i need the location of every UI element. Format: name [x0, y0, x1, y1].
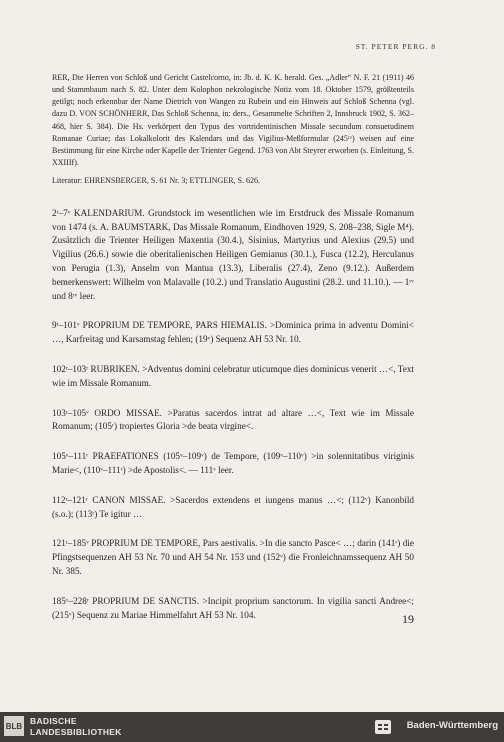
entry-rubriken: 102ʳ–103ʳ RUBRIKEN. >Adventus domini celebratur uticumque dies dominicus venerit …<, Text wie im Missale Romanum. — [52, 364, 414, 388]
state-name[interactable]: Baden-Württemberg — [406, 720, 498, 731]
entry-praefationes: 105ᵛ–111ʳ PRAEFATIONES (105ᵛ–109ᵛ) de Tempore, (109ᵛ–110ᵛ) >in solennitatibus viriginis Marie<, (110ᵛ–111ʳ) >de Apostolis<. — 111ᵛ leer. — [52, 451, 414, 475]
library-name-line1: BADISCHE — [30, 716, 77, 726]
entry-kalendarium: 2ʳ–7ᵛ KALENDARIUM. Grundstock im wesentlichen wie im Erstdruck des Missale Romanum von 1474 (s. A. BAUMSTARK, Das Missale Romanum, Eindhoven 1929, S. 208–238, Sigle M⁴). Zusätzlich die Trienter Heiligen Maxentia (30.4.), Sisinius, Martyrius und Alexius (29.5) und Vigilius (26.6.) sowie die oberitalienischen Heiligen Gemianus (30.1.), Fusca (12.2), Herculanus von Perugia (1.3), Anselm von Mantua (13.3), Liberalis (27.4), Zeno (9.12.). Außerdem bemerkenswert: Wilhelm von Malavalle (10.2.) und Translatio Augustini (28.2. und 11.10.). — 1ʳᵛ und 8ʳᵛ leer. — [52, 207, 414, 301]
intro-paragraph: RER, Die Herren von Schloß und Gericht Castelcorno, in: Jb. d. K. K. herald. Ges. „Adler“ N. F. 21 (1911) 46 und Stammbaum nach S. 82. Unter dem Kolophon nekrologische Notiz vom 18. Oktober 1579, größtenteils getilgt; noch erkennbar der Name Dietrich von Wangen zu Rubein und ein Hinweis auf Schloß Schenna (vgl. dazu D. VON SCHÖNHERR, Das Schloß Schenna, in: ders., Gesammelte Schriften 2, Innsbruck 1902, S. 362–468, hier S. 384). Die Hs. verkörpert den Typus des vortridentinischen Missale secundum consuetudinem Romanae Curiae; das Lokalkolorit des Kalendars und das Vigilius-Meßformular (245ʳᵛ) weisen auf eine Bestimmung für eine Kirche oder Kapelle der Trienter Gegend. 1763 von Abt Steyrer erworben (s. Einleitung, S. XXIIIf). — [52, 73, 414, 168]
entry-ordo-missae: 103ʳ–105ᵛ ORDO MISSAE. >Paratus sacerdos intrat ad altare …<, Text wie im Missale Romanum; (105ʳ) tropiertes Gloria >de beata virgine<. — [52, 407, 414, 432]
literature-line: Literatur: EHRENSBERGER, S. 61 Nr. 3; ETTLINGER, S. 626. — [52, 176, 260, 186]
running-head: ST. PETER PERG. 8 — [355, 42, 436, 51]
library-footer-bar — [0, 712, 504, 742]
library-name[interactable] — [30, 716, 122, 738]
page-number: 19 — [402, 612, 414, 626]
blb-logo-icon[interactable]: BLB — [4, 716, 24, 736]
entry-proprium-hiemalis: 9ʳ–101ᵛ PROPRIUM DE TEMPORE, PARS HIEMALIS. >Dominica prima in adventu Domini< …, Karfreitag und Karsamstag fehlen; (19ᵛ) Sequenz AH 53 Nr. 10. — [52, 320, 414, 345]
library-name-line2: LANDESBIBLIOTHEK — [30, 727, 122, 737]
bw-coat-of-arms-icon — [374, 718, 392, 736]
entry-list — [52, 207, 414, 623]
entry-canon-missae: 112ʳ–121ʳ CANON MISSAE. >Sacerdos extendens et iungens manus …<; (112ᵛ) Kanonbild (s.o.); (113ʳ) Te igitur … — [52, 494, 414, 519]
entry-proprium-aestivalis: 121ʳ–185ᵛ PROPRIUM DE TEMPORE, Pars aestivalis. >In die sancto Pasce< …; darin (141ʳ) die Pfingstsequenzen AH 53 Nr. 70 und AH 54 Nr. 153 und (152ᵛ) die Fronleichnamssequenz AH 50 Nr. 385. — [52, 538, 414, 576]
page-content — [52, 72, 414, 638]
entry-proprium-sanctis: 185ᵛ–228ʳ PROPRIUM DE SANCTIS. >Incipit proprium sanctorum. In vigilia sancti Andree<; (215ᵛ) Sequenz zu Mariae Himmelfahrt AH 53 Nr. 104. — [52, 595, 414, 620]
